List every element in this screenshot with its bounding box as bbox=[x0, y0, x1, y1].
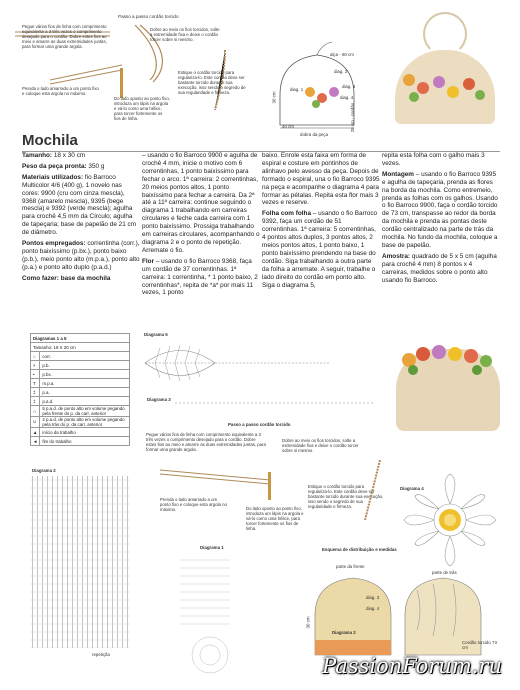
bag-label-width: 40 cm bbox=[282, 124, 294, 129]
col1-para-2: Peso da peça pronta: 350 g bbox=[22, 162, 105, 170]
diagram2-label: Diagrama 2 bbox=[32, 468, 56, 473]
legend-row: p.b. bbox=[40, 361, 130, 370]
top-step-1: Pegue vários fios de linha com comprimento equivalente a 3 três vezes o comprimento desejado para o cordão. Dobre estes fios ao meio e amarre as duas extremidades juntas, para formar uma grande argola. bbox=[22, 24, 107, 49]
legend-row: fim do trabalho bbox=[40, 437, 130, 446]
col4-para-1: repita esta folha com o galho mais 3 vezes. bbox=[382, 152, 485, 167]
bag-photo bbox=[385, 12, 503, 128]
legend-row: início da trabalho bbox=[40, 428, 130, 437]
bag-label-fold: dobra da peça bbox=[300, 132, 329, 137]
col1-para-4: Pontos empregados: correntinha (corr.), ponto baixíssimo (p.bx.), ponto baixo (p.b.), meio ponto alto (m.p.a.), ponto alto (p.a.) e ponto alto duplo (p.a.d.) bbox=[22, 240, 140, 271]
top-fig-title: Passo a passo cordão torcido bbox=[118, 14, 179, 19]
diagram5-label: Diagrama 5 bbox=[144, 332, 168, 337]
legend-row: corr. bbox=[40, 352, 130, 361]
scheme-diag3: diag. 3 bbox=[366, 595, 380, 600]
col4-para-3: Amostra: quadrado de 5 x 5 cm (agulha para crochê 4 mm) 8 pontos x 4 carreiras, medidos sobre o ponto alto usando fio Barroco. bbox=[382, 252, 497, 284]
scheme-title: Esquema de distribuição e medidas bbox=[322, 547, 397, 552]
legend-subtitle: Tamanho: 18 X 30 cm bbox=[31, 343, 130, 352]
cord-step-1: Pegue vários fios de linha com comprimento equivalente a 3 três vezes o comprimento desejado para o cordão. Dobre estes fios ao meio e amarre as duas extremidades juntas, para formar uma grande argola. bbox=[146, 432, 266, 452]
diagram4-label: Diagrama 4 bbox=[400, 486, 424, 491]
scheme-drawing bbox=[305, 570, 485, 660]
top-step-2: Dobre ao meio os fios torcidos, solte a extremidade fixa e deixe o cordão torcer sobre si mesmo. bbox=[150, 27, 220, 42]
scheme-front-label: parte da frente bbox=[336, 564, 365, 569]
scheme-diag2: Diagrama 2 bbox=[332, 630, 356, 635]
top-step-4: Do lado oposto ao ponto fixo, introduza um lápis na argola e vá-lo como uma hélice, para torcer fortemente os fios de linha. bbox=[114, 96, 170, 121]
legend-row: 2 p.a.d. de ponto alto em volume pegando pela trás do p. da carr. anterior bbox=[40, 417, 130, 428]
legend-box bbox=[30, 333, 130, 446]
diagram4-flower bbox=[395, 470, 505, 570]
diagram1-label: Diagrama 1 bbox=[200, 545, 224, 550]
bag-schematic bbox=[262, 40, 372, 133]
legend-row: p.bx. bbox=[40, 370, 130, 379]
repeat-label: repetição bbox=[92, 652, 111, 657]
cord-step-3: Prenda o lado amarrado a um ponto fixo e coloque esta argola no máximo. bbox=[160, 497, 227, 512]
scheme-cord: Cordão torcido 73 cm bbox=[462, 640, 497, 650]
bag-label-diag2: diag. 2 bbox=[334, 69, 348, 74]
text-column-2 bbox=[142, 152, 260, 300]
diagram3-chain bbox=[175, 398, 375, 408]
text-column-1 bbox=[22, 152, 140, 286]
cord-drawing-2 bbox=[150, 460, 390, 520]
top-illustration bbox=[0, 0, 520, 137]
col1-para-5: Como fazer: base da mochila bbox=[22, 274, 111, 282]
diagram2-grid bbox=[30, 476, 135, 652]
text-column-4 bbox=[382, 152, 500, 288]
col4-para-2: Montagem – usando o fio Barroco 9395 e agulha de tapeçaria, prenda as flores na borda da mochila. Como entremeio, prenda as folhas com os galhos. Usando o fio Barroco 9900, faça o cordão torcido de 73 cm, transpasse ao redor da borda da mochila e prenda as pontas deste cordão centralizado na parte de trás da mochila. No fundo da mochila, coloque a base de papelão. bbox=[382, 170, 498, 249]
page-title: Mochila bbox=[22, 132, 78, 149]
text-column-3 bbox=[262, 152, 380, 292]
bag-label-cord: 25 cm - cordão bbox=[350, 102, 356, 133]
col1-para-3: Materiais utilizados: fio Barroco Multicolor 4/6 (400 g), 1 novelo nas cores: 9900 (cru com cinza mescla), 9368 (amarelo mescla), 9395 (bege mescla) e 9392 (verde mescla); agulha para crochê 4,5 mm da Círculo; agulha de tapeçaria; base de papelão de 21 cm de diâmetro. bbox=[22, 173, 137, 237]
legend-table: Diagramas 1 a 5 Tamanho: 18 X 30 cm ○ corr. × p.b. • p.bx. T m.p.a. ‡ p.a. ‡ p.a.d. ∩ 5 p.a.d. de ponto alto em volume pegando pela frente do p. da carr. anterior ∪ 2 p.a.d. de ponto alto em volume pegando pela trás do p. da carr. anterior ▲ início da trabalho ◄ fim do trabalho bbox=[30, 333, 130, 446]
bag-label-alca: alça - 60 cm bbox=[330, 52, 354, 57]
legend-row: 5 p.a.d. de ponto alto em volume pegando pela frente do p. da carr. anterior bbox=[40, 406, 130, 417]
col2-para-1: – usando o fio Barroco 9900 e agulha de crochê 4 mm, inicie o motivo com 6 correntinhas, 1 ponto baixíssimo para fechar o arco. 1ª carreira: 2 correntinhas, 20 meios pontos altos, 1 ponto baixíssimo para fechar a carreira. Da 2ª até a 11ª carreira: continue seguindo o diagrama 1 trabalhando em carreiras circulares e feche cada carreira com 1 ponto baixíssimo. Prossiga trabalhando em carreiras circulares, acompanhando o diagrama 2 e o ponto de repetição. Arremate o fio. bbox=[142, 152, 260, 254]
cord-step-4: Do lado oposto ao ponto fixo, introduza um lápis na argola e vá-lo como uma hélice, para torcer fortemente os fios de linha. bbox=[246, 506, 304, 531]
cord-tutorial-title: Passo a passo cordão torcido bbox=[228, 422, 291, 427]
finished-bag-photo bbox=[388, 335, 506, 435]
col1-para-1: Tamanho: 18 x 30 cm bbox=[22, 152, 86, 159]
scheme-diag4: diag. 4 bbox=[366, 606, 380, 611]
watermark: PassionForum.ru bbox=[322, 654, 502, 678]
top-step-3: Prenda o lado amarrado a um ponto fixo e coloque esta argola no máximo. bbox=[22, 86, 99, 96]
bag-label-diag1: diag. 1 bbox=[290, 87, 304, 92]
col2-para-2: Flor – usando o fio Barroco 9368, faça um cordão de 37 correntinhas. 1ª carreira: 1 correntinha, * 1 ponto baixo, 2 correntinhas*, repita de *a* por mais 11 vezes, 1 ponto bbox=[142, 257, 258, 297]
top-step-5: Estique o cordão torcido para regulariza-lo. Este cordão deve ser bastante torcido durante sua execução, isso sendo o segredo de sua regularidade e firmeza. bbox=[178, 70, 246, 95]
col3-para-1: baixo. Enrole esta faixa em forma de espiral e costure em pontinhos de alinhavo pelo avesso da peça. Depois de formado o espiral, una o fio Barroco 9395 na peça e acompanhe o diagrama 4 para formar as pétalas. Repita esta flor mais 3 vezes e reserve. bbox=[262, 152, 380, 207]
cord-step-2: Dobre ao meio os fios torcidos, solte a extremidade fixa e deixe o cordão torcer sobre si mesmo. bbox=[282, 438, 359, 453]
scheme-height: 30 cm bbox=[305, 616, 311, 629]
legend-title: Diagramas 1 a 5 bbox=[31, 334, 130, 343]
diagram1-circle bbox=[170, 550, 270, 680]
diagram3-label: Diagrama 3 bbox=[147, 397, 171, 402]
cord-step-5: Estique o cordão torcido para regulariza-lo. Este cordão deve ser bastante torcido durante sua execução, isso sendo o segredo de sua regularidade e firmeza. bbox=[308, 484, 384, 509]
bag-label-diag3: diag. 3 bbox=[342, 84, 356, 89]
legend-row: p.a.d. bbox=[40, 397, 130, 406]
scheme-back-label: parte de trás bbox=[432, 570, 457, 575]
legend-row: p.a. bbox=[40, 388, 130, 397]
bag-label-diag4: diag. 4 bbox=[340, 95, 354, 100]
legend-row: m.p.a. bbox=[40, 379, 130, 388]
col3-para-2: Folha com folha – usando o fio Barroco 9392, faça um cordão de 51 correntinhas. 1ª carreira: 5 correntinhas, 4 pontos altos duplos, 3 pontos altos, 2 meios pontos altos, 1 ponto baixo, 1 ponto baixíssimo prendendo na base do cordão. Siga trabalhando a outra parte da folha a arremate. A seguir, trabalhe o lado direito do cordão em ponto alto. Siga o diagrama 5, bbox=[262, 210, 378, 289]
diagram5-leaf bbox=[140, 338, 340, 388]
bag-label-height: 30 cm bbox=[271, 91, 277, 104]
